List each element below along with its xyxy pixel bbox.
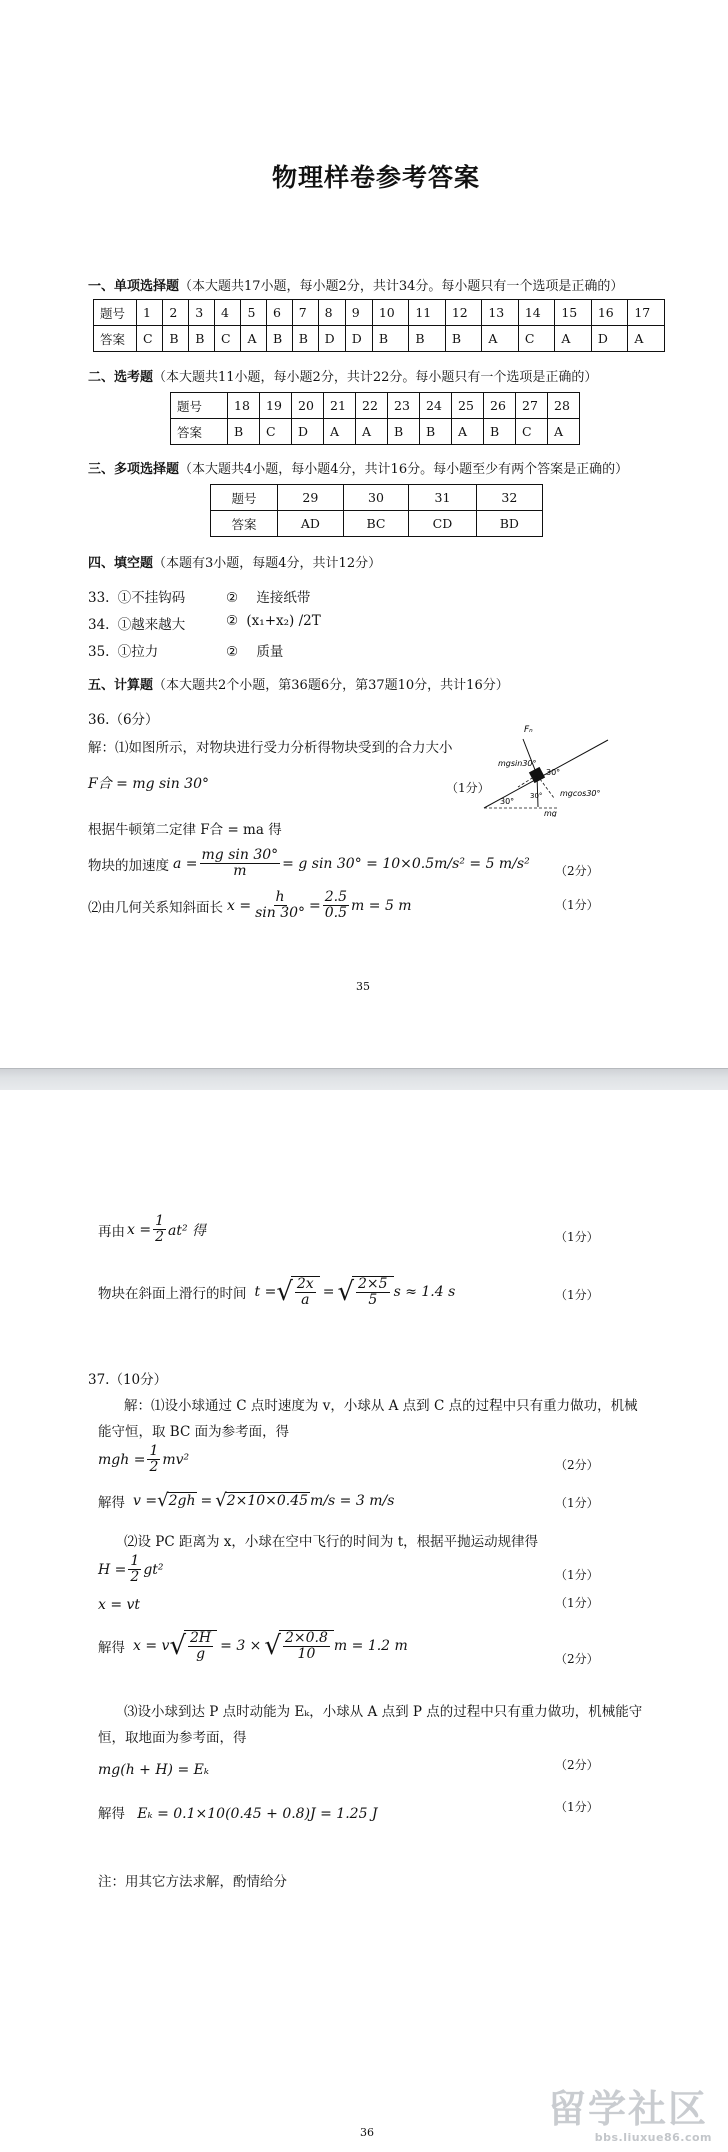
site-watermark xyxy=(548,2087,718,2148)
answer-cell: C xyxy=(516,419,548,445)
q37-energy-equation xyxy=(98,1444,189,1476)
score-mark: （2分） xyxy=(555,1758,599,1772)
section-1-title: 一、单项选择题 xyxy=(88,279,180,294)
q37-part3-line-b: 恒，取地面为参考面，得 xyxy=(98,1730,247,1746)
section-2-title: 二、选考题 xyxy=(88,370,154,385)
table-row-answers xyxy=(211,511,543,537)
fn-label: Fₙ xyxy=(524,725,533,735)
answer-cell: D xyxy=(591,326,628,352)
question-number-cell: 14 xyxy=(518,300,555,326)
question-37-label: 37.（10分） xyxy=(88,1372,168,1388)
question-number-cell: 24 xyxy=(420,393,452,419)
question-number-cell: 11 xyxy=(409,300,446,326)
answer-cell: C xyxy=(260,419,292,445)
section-4-note: （本题有3小题，每题4分，共计12分） xyxy=(153,556,382,571)
single-choice-answer-table xyxy=(93,299,665,352)
answer-cell: A xyxy=(548,419,580,445)
equation-prefix: 物块的加速度 xyxy=(88,857,169,874)
answer-cell: A xyxy=(452,419,484,445)
score-mark: （1分） xyxy=(555,1230,599,1244)
question-number-cell: 19 xyxy=(260,393,292,419)
answer-cell: CD xyxy=(409,511,476,537)
equation-lhs: x = v xyxy=(133,1638,170,1655)
question-number-cell: 21 xyxy=(324,393,356,419)
q37-velocity-equation xyxy=(98,1490,394,1511)
score-mark: （1分） xyxy=(555,1496,599,1510)
section-1-note: （本大题共17小题，每小题2分，共计34分。每小题只有一个选项是正确的） xyxy=(179,279,624,294)
radical-sign: √ xyxy=(264,1631,281,1662)
answer-cell: A xyxy=(555,326,592,352)
question-number: 34. xyxy=(88,617,110,633)
equation-rhs: gt² xyxy=(143,1561,164,1578)
question-number-cell: 30 xyxy=(343,485,408,511)
q36-distance-equation xyxy=(98,1214,206,1246)
blank-answer-1: ①拉力 xyxy=(117,644,159,660)
equals-sign: = xyxy=(200,1492,213,1509)
question-number-cell: 26 xyxy=(484,393,516,419)
equals-sign: = xyxy=(309,897,321,914)
radical-sign: √ xyxy=(169,1631,187,1662)
square-root xyxy=(157,1490,197,1511)
fraction xyxy=(323,890,349,922)
square-root xyxy=(264,1630,333,1663)
question-number-cell: 9 xyxy=(345,300,372,326)
answer-34 xyxy=(88,613,185,633)
numerator: 1 xyxy=(155,1213,164,1229)
equation-lhs: x = xyxy=(227,897,252,914)
blank-marker: ② xyxy=(226,644,239,660)
question-number: 35. xyxy=(88,644,110,660)
denominator: 0.5 xyxy=(324,905,348,922)
page-number: 35 xyxy=(356,980,370,993)
question-number-cell: 3 xyxy=(189,300,215,326)
row-header: 答案 xyxy=(94,326,137,352)
q37-height-equation xyxy=(98,1554,164,1586)
numerator: 2×0.8 xyxy=(285,1630,328,1646)
row-header: 答案 xyxy=(211,511,278,537)
answer-cell: B xyxy=(163,326,189,352)
angle-label: 30° xyxy=(546,768,561,777)
q36-acceleration-equation xyxy=(88,848,530,880)
answer-cell: B xyxy=(409,326,446,352)
equation-prefix: 解得 xyxy=(98,1640,125,1657)
q36-net-force-equation: F合 = mg sin 30° xyxy=(88,776,209,792)
equation-lhs: H = xyxy=(98,1561,127,1578)
equation-rhs: = g sin 30° = 10×0.5m/s² = 5 m/s² xyxy=(282,855,530,872)
section-2-note: （本大题共11小题，每小题2分，共计22分。每小题只有一个选项是正确的） xyxy=(153,370,598,385)
fraction xyxy=(200,848,281,880)
answer-35-part-2 xyxy=(226,640,283,660)
answer-cell: BD xyxy=(476,511,542,537)
table-row-numbers xyxy=(94,300,665,326)
score-mark: （1分） xyxy=(555,1568,599,1582)
equation-lhs: t = xyxy=(254,1284,277,1301)
blank-marker: ② xyxy=(226,613,239,629)
square-root xyxy=(215,1490,310,1511)
equation-prefix: 物块在斜面上滑行的时间 xyxy=(98,1286,247,1303)
answer-33 xyxy=(88,586,185,606)
equation-rhs: m = 5 m xyxy=(351,897,412,914)
question-number-cell: 16 xyxy=(591,300,628,326)
section-5-heading xyxy=(88,674,509,693)
answer-cell: BC xyxy=(343,511,408,537)
row-header: 题号 xyxy=(211,485,278,511)
question-number-cell: 6 xyxy=(266,300,292,326)
q37-kinetic-energy-result xyxy=(98,1802,378,1822)
q37-part1-line-a: 解：⑴设小球通过 C 点时速度为 v，小球从 A 点到 C 点的过程中只有重力做功，机械 xyxy=(124,1398,638,1414)
section-3-title: 三、多项选择题 xyxy=(88,462,180,477)
fraction xyxy=(188,1631,213,1663)
table-row-answers xyxy=(94,326,665,352)
blank-answer-1: ①不挂钩码 xyxy=(117,590,186,606)
radical-sign: √ xyxy=(337,1277,355,1308)
answer-cell: C xyxy=(137,326,163,352)
row-header: 答案 xyxy=(171,419,228,445)
q36-newton-law-line: 根据牛顿第二定律 F合 = ma 得 xyxy=(88,822,282,838)
score-mark: （1分） xyxy=(555,1800,599,1814)
answer-cell: B xyxy=(484,419,516,445)
q36-solution-line-1: 解：⑴如图所示，对物块进行受力分析得物块受到的合力大小 xyxy=(88,740,453,756)
question-number-cell: 20 xyxy=(292,393,324,419)
radicand: 2×10×0.45 xyxy=(226,1493,309,1509)
denominator: 5 xyxy=(368,1292,378,1309)
numerator: 1 xyxy=(130,1553,140,1569)
score-mark: （1分） xyxy=(555,1288,599,1302)
answer-cell: D xyxy=(292,419,324,445)
answer-cell: A xyxy=(628,326,665,352)
page-separator xyxy=(0,1068,728,1091)
row-header: 题号 xyxy=(171,393,228,419)
answer-cell: B xyxy=(420,419,452,445)
table-row-numbers xyxy=(211,485,543,511)
q37-part2-line: ⑵设 PC 距离为 x，小球在空中飞行的时间为 t，根据平抛运动规律得 xyxy=(124,1534,539,1550)
radicand: 2gh xyxy=(168,1493,196,1509)
section-3-note: （本大题共4小题，每小题4分，共计16分。每小题至少有两个答案是正确的） xyxy=(179,462,629,477)
equation-prefix: 解得 xyxy=(98,1806,125,1822)
numerator: 2H xyxy=(190,1630,212,1646)
answer-cell: D xyxy=(345,326,372,352)
q37-part3-line-a: ⑶设小球到达 P 点时动能为 Eₖ，小球从 A 点到 P 点的过程中只有重力做功，机械能守 xyxy=(124,1704,643,1720)
exam-page-36 xyxy=(0,1090,728,2152)
denominator: 2 xyxy=(130,1569,140,1586)
numerator: h xyxy=(275,889,285,905)
score-mark: （1分） xyxy=(555,1596,599,1610)
incline-force-diagram xyxy=(478,712,618,817)
question-number-cell: 32 xyxy=(476,485,542,511)
fraction xyxy=(128,1554,141,1586)
table-row-numbers xyxy=(171,393,580,419)
normal-force-arrow xyxy=(523,739,537,775)
blank-answer-2: (x₁+x₂) /2T xyxy=(246,613,321,629)
grading-note: 注：用其它方法求解，酌情给分 xyxy=(98,1874,287,1890)
question-number-cell: 13 xyxy=(482,300,519,326)
fraction xyxy=(356,1277,390,1309)
answer-34-part-2 xyxy=(226,613,321,629)
answer-cell: B xyxy=(292,326,318,352)
angle-label: 30° xyxy=(530,792,543,800)
answer-cell: A xyxy=(356,419,388,445)
denominator: 2 xyxy=(155,1229,164,1246)
section-3-heading xyxy=(88,458,628,477)
score-mark: （2分） xyxy=(555,1458,599,1472)
q37-part1-line-b: 能守恒，取 BC 面为参考面，得 xyxy=(98,1424,290,1440)
question-number-cell: 29 xyxy=(278,485,344,511)
q37-distance-result xyxy=(98,1630,408,1663)
denominator: a xyxy=(301,1292,310,1309)
question-number-cell: 12 xyxy=(445,300,482,326)
denominator: 2 xyxy=(149,1459,159,1476)
section-5-note: （本大题共2个小题，第36题6分，第37题10分，共计16分） xyxy=(153,678,509,693)
section-5-title: 五、计算题 xyxy=(88,678,154,693)
q36-time-equation xyxy=(98,1276,455,1309)
question-number: 33. xyxy=(88,590,110,606)
square-root xyxy=(276,1276,319,1309)
blank-answer-2: 质量 xyxy=(256,644,284,660)
fraction xyxy=(153,1214,166,1246)
question-number-cell: 4 xyxy=(215,300,241,326)
question-number-cell: 17 xyxy=(628,300,665,326)
radical-sign: √ xyxy=(276,1277,293,1308)
equation-lhs: mgh = xyxy=(98,1451,146,1468)
section-1-heading xyxy=(88,275,623,294)
equation-rhs: mv² xyxy=(162,1451,190,1468)
score-mark: （1分） xyxy=(555,898,599,912)
answer-cell: AD xyxy=(278,511,344,537)
answer-33-part-2 xyxy=(226,586,310,606)
watermark-text: 留学社区 xyxy=(548,2087,709,2131)
fraction xyxy=(147,1444,160,1476)
equation-body: Eₖ = 0.1×10(0.45 + 0.8)J = 1.25 J xyxy=(137,1806,378,1822)
question-number-cell: 23 xyxy=(388,393,420,419)
blank-answer-2: 连接纸带 xyxy=(256,590,311,606)
question-number-cell: 27 xyxy=(516,393,548,419)
answer-cell: C xyxy=(215,326,241,352)
question-number-cell: 28 xyxy=(548,393,580,419)
question-number-cell: 8 xyxy=(318,300,345,326)
mg-label: mg xyxy=(544,809,557,817)
answer-cell: B xyxy=(266,326,292,352)
row-header: 题号 xyxy=(94,300,137,326)
question-number-cell: 18 xyxy=(228,393,260,419)
equation-lhs: v = xyxy=(133,1492,158,1509)
answer-cell: D xyxy=(318,326,345,352)
equation-prefix: 再由 xyxy=(98,1223,125,1240)
q37-horizontal-equation: x = vt xyxy=(98,1597,141,1613)
question-number-cell: 2 xyxy=(163,300,189,326)
question-number-cell: 25 xyxy=(452,393,484,419)
square-root xyxy=(169,1630,217,1663)
page-title: 物理样卷参考答案 xyxy=(272,163,481,192)
score-mark: （2分） xyxy=(555,864,599,878)
watermark-url: bbs.liuxue86.com xyxy=(594,2131,712,2144)
numerator: 2x xyxy=(296,1276,314,1292)
question-number-cell: 31 xyxy=(409,485,476,511)
table-row-answers xyxy=(171,419,580,445)
question-number-cell: 1 xyxy=(137,300,163,326)
answer-35 xyxy=(88,640,158,660)
answer-cell: B xyxy=(189,326,215,352)
question-number-cell: 10 xyxy=(372,300,409,326)
question-number-cell: 7 xyxy=(292,300,318,326)
answer-cell: B xyxy=(228,419,260,445)
multiple-choice-answer-table xyxy=(210,484,543,537)
equation-lhs: x = xyxy=(127,1221,152,1238)
equation-rhs: m/s = 3 m/s xyxy=(310,1492,395,1509)
answer-cell: B xyxy=(372,326,409,352)
denominator: m xyxy=(233,863,247,880)
mgsin-label: mgsin30° xyxy=(498,759,537,768)
exam-page-35 xyxy=(0,0,728,1068)
numerator: mg sin 30° xyxy=(201,847,279,863)
radical-sign: √ xyxy=(157,1490,169,1511)
denominator: g xyxy=(196,1646,206,1663)
score-mark: （1分） xyxy=(446,781,490,795)
answer-cell: B xyxy=(388,419,420,445)
equation-middle: = 3 × xyxy=(220,1638,262,1655)
fraction xyxy=(283,1631,330,1663)
equation-lhs: a = xyxy=(173,855,198,872)
numerator: 1 xyxy=(149,1443,159,1459)
blank-marker: ② xyxy=(226,590,239,606)
question-number-cell: 15 xyxy=(555,300,592,326)
section-4-title: 四、填空题 xyxy=(88,556,154,571)
blank-answer-1: ①越来越大 xyxy=(117,617,186,633)
fraction xyxy=(295,1277,316,1309)
q36-slope-length-equation xyxy=(88,890,412,922)
fraction xyxy=(253,890,307,922)
equals-sign: = xyxy=(322,1284,335,1301)
page-number: 36 xyxy=(360,2126,374,2139)
angle-label: 30° xyxy=(500,797,515,806)
section-4-heading xyxy=(88,552,381,571)
equation-prefix: ⑵由几何关系知斜面长 xyxy=(88,899,223,916)
square-root xyxy=(337,1276,393,1309)
elective-answer-table xyxy=(170,392,580,445)
denominator: sin 30° xyxy=(255,905,306,922)
numerator: 2×5 xyxy=(358,1276,388,1292)
numerator: 2.5 xyxy=(324,889,348,905)
q37-kinetic-energy-equation: mg(h + H) = Eₖ xyxy=(98,1762,209,1778)
answer-cell: C xyxy=(518,326,555,352)
denominator: 10 xyxy=(297,1646,316,1663)
question-number-cell: 5 xyxy=(241,300,267,326)
question-36-label: 36.（6分） xyxy=(88,712,159,728)
mgcos-label: mgcos30° xyxy=(560,789,601,798)
section-2-heading xyxy=(88,366,597,385)
equation-rhs: s ≈ 1.4 s xyxy=(393,1284,456,1301)
answer-cell: A xyxy=(482,326,519,352)
radical-sign: √ xyxy=(215,1490,227,1511)
equation-prefix: 解得 xyxy=(98,1494,125,1511)
equation-rhs: at² 得 xyxy=(168,1222,207,1239)
score-mark: （2分） xyxy=(555,1652,599,1666)
answer-cell: B xyxy=(445,326,482,352)
answer-cell: A xyxy=(324,419,356,445)
equation-rhs: m = 1.2 m xyxy=(333,1638,408,1655)
answer-cell: A xyxy=(241,326,267,352)
question-number-cell: 22 xyxy=(356,393,388,419)
